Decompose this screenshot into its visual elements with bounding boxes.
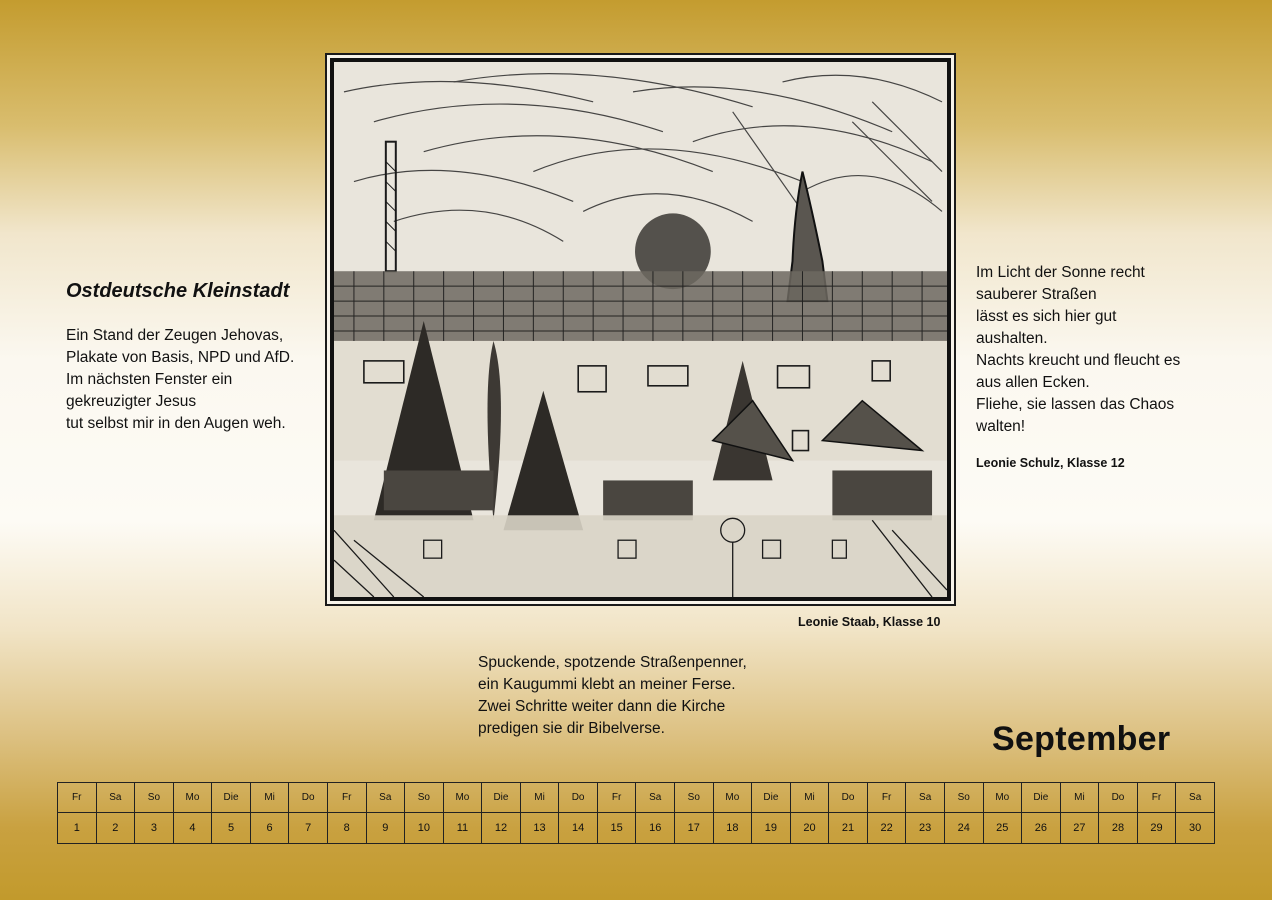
day-cell: 22	[867, 813, 906, 844]
day-cell: 20	[790, 813, 829, 844]
artwork-frame	[325, 53, 956, 606]
day-cell: 21	[829, 813, 868, 844]
poem-line: Fliehe, sie lassen das Chaos	[976, 396, 1175, 413]
poem-line: gekreuzigter Jesus	[66, 393, 197, 410]
weekday-cell: Mo	[713, 783, 752, 813]
weekday-cell: Do	[559, 783, 598, 813]
weekday-cell: Die	[1022, 783, 1061, 813]
poem-line: Zwei Schritte weiter dann die Kirche	[478, 698, 726, 715]
day-cell: 8	[327, 813, 366, 844]
weekday-cell: Fr	[867, 783, 906, 813]
month-title: September	[992, 720, 1171, 758]
day-cell: 9	[366, 813, 405, 844]
weekday-cell: Mi	[520, 783, 559, 813]
day-cell: 7	[289, 813, 328, 844]
day-cell: 4	[173, 813, 212, 844]
day-cell: 5	[212, 813, 251, 844]
weekday-cell: So	[675, 783, 714, 813]
day-cell: 23	[906, 813, 945, 844]
poem-line: walten!	[976, 418, 1026, 435]
weekday-cell: Fr	[327, 783, 366, 813]
artwork-credit: Leonie Staab, Klasse 10	[798, 615, 941, 629]
weekday-cell: Mi	[790, 783, 829, 813]
weekday-cell: Do	[829, 783, 868, 813]
day-cell: 28	[1099, 813, 1138, 844]
right-poem-credit: Leonie Schulz, Klasse 12	[976, 456, 1125, 470]
poem-line: Spuckende, spotzende Straßenpenner,	[478, 654, 747, 671]
day-cell: 18	[713, 813, 752, 844]
day-cell: 25	[983, 813, 1022, 844]
day-cell: 27	[1060, 813, 1099, 844]
weekday-cell: Do	[289, 783, 328, 813]
weekday-cell: Mi	[1060, 783, 1099, 813]
weekday-cell: So	[135, 783, 174, 813]
bottom-poem	[478, 652, 798, 740]
weekday-cell: Sa	[636, 783, 675, 813]
poem-line: lässt es sich hier gut	[976, 308, 1117, 325]
poem-line: Ein Stand der Zeugen Jehovas,	[66, 327, 284, 344]
weekday-cell: Fr	[597, 783, 636, 813]
weekday-cell: Mi	[250, 783, 289, 813]
weekday-cell: Sa	[366, 783, 405, 813]
etching-small-town-artwork-icon	[334, 62, 947, 597]
day-cell: 3	[135, 813, 174, 844]
day-cell: 17	[675, 813, 714, 844]
right-poem	[976, 262, 1216, 470]
poem-line: aushalten.	[976, 330, 1048, 347]
poem-line: Im Licht der Sonne recht	[976, 264, 1145, 281]
day-cell: 24	[944, 813, 983, 844]
poem-title: Ostdeutsche Kleinstadt	[66, 280, 290, 302]
poem-line: sauberer Straßen	[976, 286, 1097, 303]
poem-line: predigen sie dir Bibelverse.	[478, 720, 665, 737]
day-cell: 1	[58, 813, 97, 844]
day-cell: 12	[482, 813, 521, 844]
day-cell: 30	[1176, 813, 1215, 844]
weekday-cell: So	[405, 783, 444, 813]
day-cell: 26	[1022, 813, 1061, 844]
poem-line: ein Kaugummi klebt an meiner Ferse.	[478, 676, 736, 693]
poem-line: Im nächsten Fenster ein	[66, 371, 233, 388]
left-poem	[66, 280, 316, 435]
weekday-cell: Fr	[1137, 783, 1176, 813]
day-cell: 10	[405, 813, 444, 844]
artwork-image	[330, 58, 951, 601]
day-cell: 2	[96, 813, 135, 844]
weekday-cell: Mo	[173, 783, 212, 813]
calendar-strip	[57, 782, 1215, 844]
day-row	[58, 813, 1215, 844]
poem-line: tut selbst mir in den Augen weh.	[66, 415, 286, 432]
weekday-row	[58, 783, 1215, 813]
weekday-cell: Die	[752, 783, 791, 813]
weekday-cell: Do	[1099, 783, 1138, 813]
day-cell: 11	[443, 813, 482, 844]
day-cell: 29	[1137, 813, 1176, 844]
weekday-cell: Sa	[96, 783, 135, 813]
day-cell: 15	[597, 813, 636, 844]
poem-line: Plakate von Basis, NPD und AfD.	[66, 349, 295, 366]
weekday-cell: Sa	[1176, 783, 1215, 813]
day-cell: 13	[520, 813, 559, 844]
poem-line: aus allen Ecken.	[976, 374, 1090, 391]
weekday-cell: Die	[482, 783, 521, 813]
weekday-cell: Sa	[906, 783, 945, 813]
weekday-cell: Die	[212, 783, 251, 813]
weekday-cell: Mo	[983, 783, 1022, 813]
poem-line: Nachts kreucht und fleucht es	[976, 352, 1181, 369]
day-cell: 14	[559, 813, 598, 844]
day-cell: 16	[636, 813, 675, 844]
day-cell: 6	[250, 813, 289, 844]
day-cell: 19	[752, 813, 791, 844]
weekday-cell: So	[944, 783, 983, 813]
weekday-cell: Mo	[443, 783, 482, 813]
weekday-cell: Fr	[58, 783, 97, 813]
